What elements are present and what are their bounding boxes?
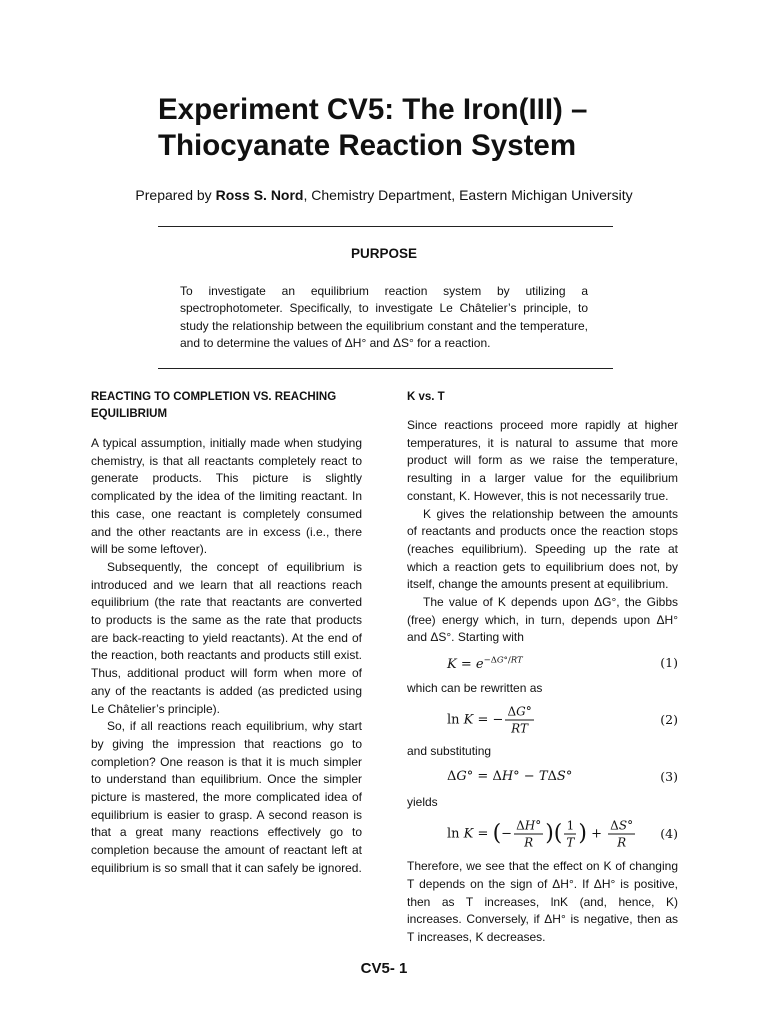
- page-title: [158, 92, 718, 164]
- page-number: CV5- 1: [360, 960, 408, 977]
- equation-4-expression: ln K = (− $\frac{\Delta H^\circ}{R}$ )( $\frac{1}{T}$ ) + $\frac{\Delta S^\circ}{R}$: [447, 818, 634, 850]
- equation-4: [407, 814, 678, 854]
- right-paragraph-1: Since reactions proceed more rapidly at higher temperatures, it is natural to assume that more product will form as we raise the temperature, resulting in a larger value for the equilibrium constant, K. However, this is not necessarily true.: [407, 418, 678, 503]
- left-paragraph-2: Subsequently, the concept of equilibrium is introduced and we learn that all reactions reach equilibrium (the rate that reactants are converted to products is the same as the rate that products are back-reacting to yield reactants). At the end of the reaction, both reactants and products still exist. Thus, additional product will form when more of any of the reactants is added (as predicted using Le Châtelier’s principle).: [91, 559, 362, 716]
- equation-4-number: (4): [660, 826, 678, 842]
- equation-1-expression: $K = e^{-\Delta G^\circ/RT}$: [447, 655, 523, 672]
- byline-prefix: Prepared by: [135, 187, 216, 203]
- equation-3-number: (3): [660, 768, 678, 784]
- purpose-heading: PURPOSE: [350, 246, 418, 261]
- title-line-1: Experiment CV5: The Iron(III) –: [158, 93, 588, 126]
- equation-1-number: (1): [660, 655, 678, 671]
- byline-author: Ross S. Nord: [215, 187, 304, 203]
- left-paragraph-3: So, if all reactions reach equilibrium, why start by giving the impression that reactions go to completion? One reason is that it is much simpler to understand than equilibrium. Once the simpler picture is mastered, the more complicated idea of equilibrium is easier to grasp. A second reason is that a great many reactions effectively go to completion because the amount of reactant left at equilibrium is so small that it can safely be ignored.: [91, 719, 362, 875]
- equation-3: [407, 764, 678, 790]
- text-after-equation-2: and substituting: [407, 743, 492, 758]
- right-paragraph-2: K gives the relationship between the amounts of reactants and products once the reaction stops (reaches equilibrium). Speeding up the rate at which a reaction gets to equilibrium does not, by itself, change the amounts present at equilibrium.: [407, 506, 678, 592]
- right-column: [407, 389, 678, 947]
- top-divider: [158, 226, 613, 227]
- text-after-equation-3: yields: [407, 794, 438, 809]
- right-paragraph-3: The value of K depends upon ΔG°, the Gibbs (free) energy which, in turn, depends upon ΔH° and ΔS°. Starting with: [407, 595, 678, 645]
- equation-2-number: (2): [660, 711, 678, 727]
- text-after-equation-1: which can be rewritten as: [407, 681, 543, 696]
- left-paragraph-1: A typical assumption, initially made when studying chemistry, is that all reactants completely react to generate products. This picture is slightly complicated by the idea of the limiting reactant. In this case, one reactant is completely consumed and the other reactants are in excess (i.e., there will be some leftover).: [91, 436, 362, 557]
- byline: [0, 185, 768, 205]
- equation-2-expression: ln K = − $\frac{\Delta G^\circ}{RT}$: [447, 704, 532, 736]
- byline-affiliation: , Chemistry Department, Eastern Michigan University: [303, 187, 633, 203]
- left-column: [91, 389, 362, 878]
- equation-1: [407, 650, 678, 676]
- left-section-heading: REACTING TO COMPLETION VS. REACHING EQUILIBRIUM: [91, 391, 337, 420]
- right-section-heading: K vs. T: [407, 391, 445, 403]
- equation-3-expression: ΔG° = ΔH° − TΔS°: [447, 768, 573, 784]
- title-line-2: Thiocyanate Reaction System: [158, 129, 577, 162]
- purpose-text: To investigate an equilibrium reaction system by utilizing a spectrophotometer. Specifically, to investigate Le Châtelier’s principle, to study the relationship between the equilibrium constant and the temperature, and to determine the values of ΔH° and ΔS° for a reaction.: [180, 284, 588, 350]
- equation-2: [407, 701, 678, 739]
- right-paragraph-4: Therefore, we see that the effect on K of changing T depends on the sign of ΔH°. If ΔH° is positive, then as T increases, lnK (and, hence, K) increases. Conversely, if ΔH° is negative, then as T increases, K decreases.: [407, 859, 678, 945]
- purpose-divider: [158, 368, 613, 369]
